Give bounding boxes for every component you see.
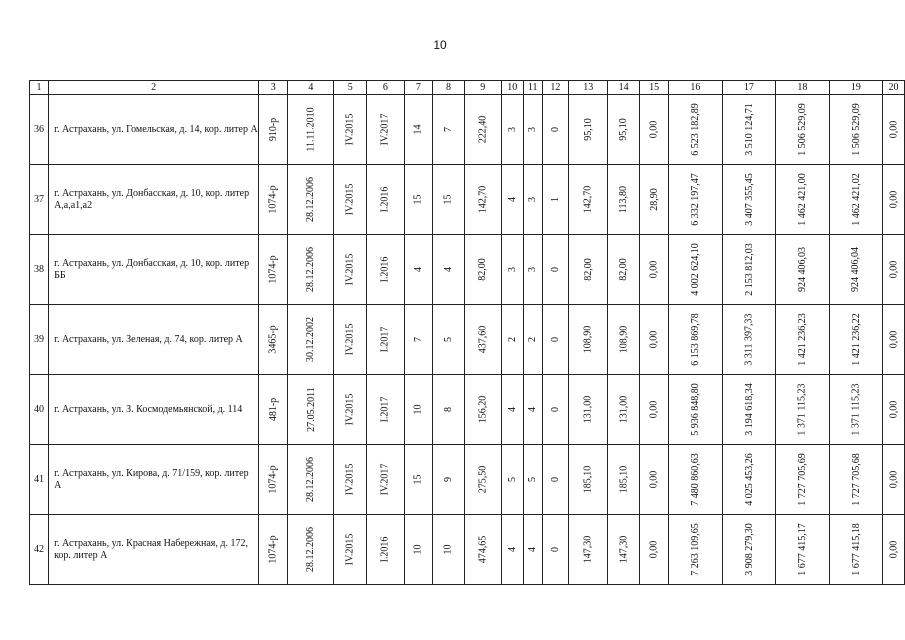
- cell-c8: [433, 165, 465, 235]
- column-header-7: 7: [404, 81, 433, 95]
- cell-row-number: 42: [30, 515, 49, 585]
- cell-text: 0: [549, 547, 561, 552]
- cell-text: 7 263 109,65: [689, 523, 701, 576]
- cell-address: г. Астрахань, ул. Донбасская, д. 10, кор. литер А,а,а1,а2: [49, 165, 259, 235]
- column-header-12: 12: [542, 81, 568, 95]
- cell-text: 910-р: [267, 117, 279, 142]
- cell-text: 3: [527, 127, 539, 132]
- cell-q1: [334, 445, 367, 515]
- cell-text: 924 406,03: [796, 247, 808, 292]
- cell-text: 0: [549, 477, 561, 482]
- cell-c9: [464, 515, 501, 585]
- cell-c19: [829, 305, 883, 375]
- cell-text: 1 727 705,68: [850, 453, 862, 506]
- cell-c14: [608, 515, 640, 585]
- cell-text: 1 677 415,18: [850, 523, 862, 576]
- cell-c11: [523, 375, 542, 445]
- cell-c10: [501, 235, 523, 305]
- cell-text: 5: [506, 477, 518, 482]
- cell-row-number: 36: [30, 95, 49, 165]
- cell-text: I.2016: [379, 186, 391, 213]
- cell-text: 3 510 124,71: [743, 103, 755, 156]
- cell-text: 4: [506, 407, 518, 412]
- cell-text: 0,00: [888, 540, 900, 559]
- cell-c13: [569, 95, 608, 165]
- cell-c20: [883, 95, 905, 165]
- cell-doc: [259, 235, 288, 305]
- cell-c18: [776, 515, 830, 585]
- cell-q1: [334, 375, 367, 445]
- cell-c15: [640, 445, 669, 515]
- cell-text: 1074-р: [267, 185, 279, 214]
- cell-c19: [829, 95, 883, 165]
- cell-c19: [829, 445, 883, 515]
- cell-text: IV.2015: [344, 323, 356, 356]
- column-header-3: 3: [259, 81, 288, 95]
- cell-c20: [883, 165, 905, 235]
- column-header-5: 5: [334, 81, 367, 95]
- cell-text: 14: [412, 124, 424, 135]
- cell-c20: [883, 305, 905, 375]
- cell-c9: [464, 165, 501, 235]
- cell-text: 15: [442, 194, 454, 205]
- cell-c9: [464, 375, 501, 445]
- cell-text: 3: [527, 197, 539, 202]
- apartment-table: [29, 80, 905, 585]
- cell-text: 437,60: [477, 325, 489, 354]
- cell-text: 0,00: [648, 330, 660, 349]
- cell-text: 10: [442, 544, 454, 555]
- cell-c9: [464, 445, 501, 515]
- cell-text: 0,00: [648, 260, 660, 279]
- header-row: [30, 81, 905, 95]
- column-header-9: 9: [464, 81, 501, 95]
- cell-c17: [722, 235, 776, 305]
- cell-text: 0,00: [888, 120, 900, 139]
- cell-c8: [433, 375, 465, 445]
- cell-text: 108,90: [618, 325, 630, 354]
- table-row: [30, 235, 905, 305]
- cell-c13: [569, 375, 608, 445]
- cell-c16: [669, 445, 723, 515]
- cell-c17: [722, 305, 776, 375]
- cell-c7: [404, 515, 433, 585]
- cell-c10: [501, 515, 523, 585]
- cell-c14: [608, 95, 640, 165]
- cell-text: 1 462 421,00: [796, 173, 808, 226]
- cell-q1: [334, 305, 367, 375]
- cell-text: 7: [412, 337, 424, 342]
- cell-c16: [669, 375, 723, 445]
- cell-c9: [464, 305, 501, 375]
- cell-text: 4 025 453,26: [743, 453, 755, 506]
- cell-text: 95,10: [618, 118, 630, 141]
- cell-q2: [367, 515, 404, 585]
- cell-c12: [542, 515, 568, 585]
- cell-row-number: 37: [30, 165, 49, 235]
- cell-text: 3 908 279,30: [743, 523, 755, 576]
- cell-row-number: 41: [30, 445, 49, 515]
- cell-text: 147,30: [618, 535, 630, 564]
- cell-text: 82,00: [582, 258, 594, 281]
- cell-c12: [542, 235, 568, 305]
- cell-text: 1074-р: [267, 535, 279, 564]
- column-header-11: 11: [523, 81, 542, 95]
- cell-c12: [542, 305, 568, 375]
- cell-text: 1 462 421,02: [850, 173, 862, 226]
- cell-doc: [259, 165, 288, 235]
- cell-text: 6 153 869,78: [689, 313, 701, 366]
- cell-q1: [334, 165, 367, 235]
- cell-text: 1 371 115,23: [796, 383, 808, 436]
- cell-c8: [433, 95, 465, 165]
- cell-c15: [640, 235, 669, 305]
- cell-text: 275,50: [477, 465, 489, 494]
- cell-c20: [883, 375, 905, 445]
- cell-text: 0,00: [888, 470, 900, 489]
- cell-date: [288, 235, 334, 305]
- cell-c17: [722, 375, 776, 445]
- cell-c10: [501, 95, 523, 165]
- cell-text: 924 406,04: [850, 247, 862, 292]
- cell-c15: [640, 165, 669, 235]
- cell-text: 3 311 397,33: [743, 313, 755, 366]
- cell-text: 15: [412, 474, 424, 485]
- cell-text: 4: [442, 267, 454, 272]
- cell-c8: [433, 305, 465, 375]
- cell-text: IV.2015: [344, 463, 356, 496]
- cell-row-number: 39: [30, 305, 49, 375]
- cell-text: 4: [412, 267, 424, 272]
- cell-text: 3 194 618,34: [743, 383, 755, 436]
- cell-text: 1 371 115,23: [850, 383, 862, 436]
- cell-text: 6 523 182,89: [689, 103, 701, 156]
- column-header-2: 2: [49, 81, 259, 95]
- column-header-16: 16: [669, 81, 723, 95]
- cell-c15: [640, 305, 669, 375]
- cell-c18: [776, 375, 830, 445]
- cell-text: IV.2015: [344, 183, 356, 216]
- cell-text: 6 332 197,47: [689, 173, 701, 226]
- cell-c12: [542, 95, 568, 165]
- cell-text: 9: [442, 477, 454, 482]
- cell-date: [288, 95, 334, 165]
- cell-text: 0,00: [888, 190, 900, 209]
- cell-text: 3465-р: [267, 325, 279, 354]
- cell-text: 142,70: [582, 185, 594, 214]
- cell-text: IV.2015: [344, 393, 356, 426]
- cell-c7: [404, 445, 433, 515]
- cell-text: 1074-р: [267, 465, 279, 494]
- cell-text: 131,00: [618, 395, 630, 424]
- cell-text: 27.05.2011: [305, 387, 317, 432]
- cell-c7: [404, 95, 433, 165]
- cell-c18: [776, 95, 830, 165]
- cell-text: 28.12.2006: [305, 527, 317, 572]
- cell-text: 5 936 848,80: [689, 383, 701, 436]
- cell-c19: [829, 165, 883, 235]
- cell-c11: [523, 515, 542, 585]
- cell-c18: [776, 165, 830, 235]
- cell-text: IV.2017: [379, 463, 391, 496]
- cell-c8: [433, 235, 465, 305]
- cell-c14: [608, 445, 640, 515]
- cell-text: 28.12.2006: [305, 247, 317, 292]
- cell-text: 0,00: [888, 400, 900, 419]
- cell-text: 185,10: [618, 465, 630, 494]
- cell-c16: [669, 305, 723, 375]
- cell-c15: [640, 375, 669, 445]
- column-header-15: 15: [640, 81, 669, 95]
- cell-text: 2 153 812,03: [743, 243, 755, 296]
- cell-text: IV.2015: [344, 253, 356, 286]
- cell-text: 0: [549, 337, 561, 342]
- cell-text: 2: [506, 337, 518, 342]
- cell-text: 7: [442, 127, 454, 132]
- cell-address: г. Астрахань, ул. Донбасская, д. 10, кор. литер ББ: [49, 235, 259, 305]
- cell-date: [288, 305, 334, 375]
- cell-c10: [501, 305, 523, 375]
- cell-q2: [367, 235, 404, 305]
- cell-c16: [669, 95, 723, 165]
- cell-text: 5: [442, 337, 454, 342]
- column-header-18: 18: [776, 81, 830, 95]
- table-row: [30, 95, 905, 165]
- cell-c13: [569, 305, 608, 375]
- cell-q2: [367, 95, 404, 165]
- column-header-6: 6: [367, 81, 404, 95]
- cell-text: 0,00: [648, 400, 660, 419]
- cell-text: 1074-р: [267, 255, 279, 284]
- cell-c15: [640, 95, 669, 165]
- cell-text: 474,65: [477, 535, 489, 564]
- column-header-14: 14: [608, 81, 640, 95]
- cell-date: [288, 515, 334, 585]
- cell-c19: [829, 235, 883, 305]
- cell-c13: [569, 515, 608, 585]
- cell-c7: [404, 375, 433, 445]
- cell-text: 4: [527, 547, 539, 552]
- table-row: [30, 375, 905, 445]
- cell-c15: [640, 515, 669, 585]
- cell-text: 15: [412, 194, 424, 205]
- cell-text: 3 407 355,45: [743, 173, 755, 226]
- cell-c11: [523, 95, 542, 165]
- cell-text: 28.12.2006: [305, 177, 317, 222]
- cell-text: 0,00: [648, 120, 660, 139]
- cell-text: I.2016: [379, 256, 391, 283]
- cell-text: 1 421 236,22: [850, 313, 862, 366]
- cell-date: [288, 445, 334, 515]
- cell-text: 156,20: [477, 395, 489, 424]
- cell-doc: [259, 445, 288, 515]
- cell-text: 1 677 415,17: [796, 523, 808, 576]
- cell-c16: [669, 165, 723, 235]
- cell-text: 222,40: [477, 115, 489, 144]
- cell-c19: [829, 515, 883, 585]
- cell-c9: [464, 95, 501, 165]
- cell-c14: [608, 375, 640, 445]
- table-row: [30, 305, 905, 375]
- cell-text: IV.2017: [379, 113, 391, 146]
- cell-text: 3: [506, 267, 518, 272]
- cell-text: 1 506 529,09: [796, 103, 808, 156]
- cell-c7: [404, 235, 433, 305]
- cell-q1: [334, 95, 367, 165]
- cell-text: 95,10: [582, 118, 594, 141]
- cell-text: 147,30: [582, 535, 594, 564]
- cell-text: 0: [549, 267, 561, 272]
- cell-c12: [542, 445, 568, 515]
- cell-text: 1 727 705,69: [796, 453, 808, 506]
- cell-c11: [523, 305, 542, 375]
- cell-text: 30.12.2002: [305, 317, 317, 362]
- cell-q1: [334, 515, 367, 585]
- cell-c16: [669, 235, 723, 305]
- cell-q2: [367, 165, 404, 235]
- cell-c19: [829, 375, 883, 445]
- cell-text: 82,00: [618, 258, 630, 281]
- cell-date: [288, 165, 334, 235]
- cell-address: г. Астрахань, ул. З. Космодемьянской, д. 114: [49, 375, 259, 445]
- cell-text: 1 421 236,23: [796, 313, 808, 366]
- cell-address: г. Астрахань, ул. Красная Набережная, д. 172, кор. литер А: [49, 515, 259, 585]
- column-header-1: 1: [30, 81, 49, 95]
- cell-c16: [669, 515, 723, 585]
- cell-c13: [569, 165, 608, 235]
- cell-text: 11.11.2010: [305, 107, 317, 152]
- cell-c20: [883, 515, 905, 585]
- cell-text: 185,10: [582, 465, 594, 494]
- column-header-8: 8: [433, 81, 465, 95]
- cell-text: 0: [549, 127, 561, 132]
- cell-c17: [722, 515, 776, 585]
- cell-date: [288, 375, 334, 445]
- cell-text: 4: [506, 547, 518, 552]
- cell-c13: [569, 445, 608, 515]
- column-header-10: 10: [501, 81, 523, 95]
- cell-c18: [776, 305, 830, 375]
- cell-c17: [722, 165, 776, 235]
- cell-row-number: 40: [30, 375, 49, 445]
- cell-text: 4 002 624,10: [689, 243, 701, 296]
- column-header-19: 19: [829, 81, 883, 95]
- column-header-13: 13: [569, 81, 608, 95]
- cell-doc: [259, 515, 288, 585]
- cell-c7: [404, 305, 433, 375]
- cell-c8: [433, 445, 465, 515]
- cell-text: 0,00: [888, 330, 900, 349]
- cell-c7: [404, 165, 433, 235]
- cell-text: 2: [527, 337, 539, 342]
- cell-q2: [367, 305, 404, 375]
- cell-text: 3: [527, 267, 539, 272]
- cell-c18: [776, 235, 830, 305]
- cell-address: г. Астрахань, ул. Зеленая, д. 74, кор. литер А: [49, 305, 259, 375]
- cell-text: I.2017: [379, 396, 391, 423]
- cell-c11: [523, 445, 542, 515]
- cell-text: I.2017: [379, 326, 391, 353]
- cell-c12: [542, 165, 568, 235]
- cell-text: 0,00: [648, 470, 660, 489]
- cell-doc: [259, 375, 288, 445]
- cell-text: 7 480 860,63: [689, 453, 701, 506]
- cell-doc: [259, 305, 288, 375]
- cell-text: 5: [527, 477, 539, 482]
- cell-c14: [608, 305, 640, 375]
- table-row: [30, 445, 905, 515]
- cell-text: 1: [549, 197, 561, 202]
- cell-text: 28,90: [648, 188, 660, 211]
- cell-c12: [542, 375, 568, 445]
- cell-text: 4: [506, 197, 518, 202]
- cell-c10: [501, 445, 523, 515]
- page-number: 10: [433, 38, 447, 52]
- cell-text: I.2016: [379, 536, 391, 563]
- cell-address: г. Астрахань, ул. Кирова, д. 71/159, кор. литер А: [49, 445, 259, 515]
- cell-c17: [722, 95, 776, 165]
- cell-doc: [259, 95, 288, 165]
- cell-c9: [464, 235, 501, 305]
- table-row: [30, 165, 905, 235]
- cell-text: 131,00: [582, 395, 594, 424]
- cell-q1: [334, 235, 367, 305]
- cell-text: IV.2015: [344, 533, 356, 566]
- cell-c17: [722, 445, 776, 515]
- cell-text: 3: [506, 127, 518, 132]
- column-header-17: 17: [722, 81, 776, 95]
- cell-c8: [433, 515, 465, 585]
- cell-text: 82,00: [477, 258, 489, 281]
- cell-row-number: 38: [30, 235, 49, 305]
- cell-text: 0,00: [888, 260, 900, 279]
- column-header-4: 4: [288, 81, 334, 95]
- cell-text: 4: [527, 407, 539, 412]
- cell-address: г. Астрахань, ул. Гомельская, д. 14, кор. литер А: [49, 95, 259, 165]
- cell-text: 28.12.2006: [305, 457, 317, 502]
- cell-c13: [569, 235, 608, 305]
- cell-text: 113,80: [618, 185, 630, 214]
- cell-text: 1 506 529,09: [850, 103, 862, 156]
- cell-c11: [523, 235, 542, 305]
- cell-text: IV.2015: [344, 113, 356, 146]
- cell-c11: [523, 165, 542, 235]
- cell-c14: [608, 235, 640, 305]
- cell-text: 0,00: [648, 540, 660, 559]
- cell-c20: [883, 235, 905, 305]
- cell-c10: [501, 165, 523, 235]
- cell-q2: [367, 375, 404, 445]
- cell-c10: [501, 375, 523, 445]
- cell-text: 10: [412, 544, 424, 555]
- cell-text: 142,70: [477, 185, 489, 214]
- cell-text: 0: [549, 407, 561, 412]
- column-header-20: 20: [883, 81, 905, 95]
- cell-c14: [608, 165, 640, 235]
- cell-text: 10: [412, 404, 424, 415]
- cell-c18: [776, 445, 830, 515]
- cell-text: 481-р: [267, 397, 279, 422]
- cell-c20: [883, 445, 905, 515]
- cell-text: 8: [442, 407, 454, 412]
- table-row: [30, 515, 905, 585]
- cell-q2: [367, 445, 404, 515]
- cell-text: 108,90: [582, 325, 594, 354]
